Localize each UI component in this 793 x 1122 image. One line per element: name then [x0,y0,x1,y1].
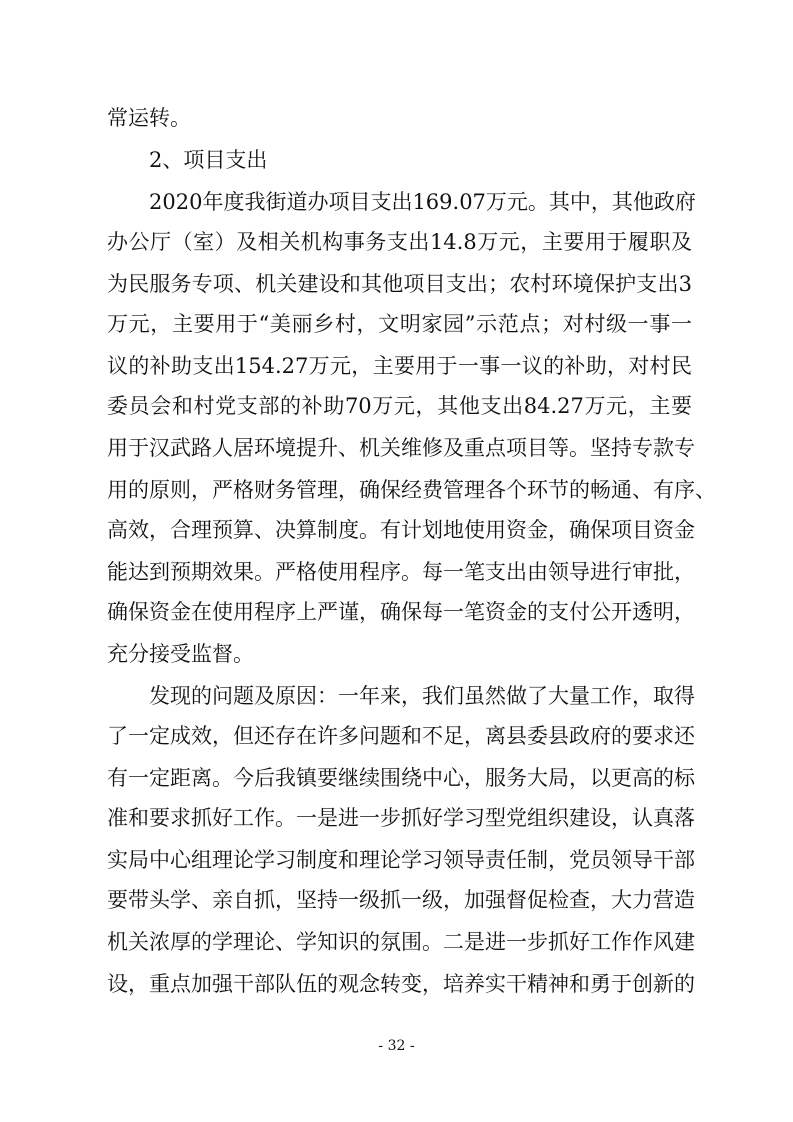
section-heading: 2、项目支出 [149,148,268,172]
text-line: 确保资金在使用程序上严谨，确保每一笔资金的支付公开透明， [107,600,695,624]
text-line: 能达到预期效果。严格使用程序。每一笔支出由领导进行审批， [107,560,695,584]
text-line: 有一定距离。今后我镇要继续围绕中心，服务大局，以更高的标 [107,766,695,790]
text-line: 机关浓厚的学理论、学知识的氛围。二是进一步抓好工作作风建 [107,930,695,954]
text-line: 为民服务专项、机关建设和其他项目支出；农村环境保护支出3 [107,272,692,296]
text-line: 常运转。 [107,106,191,130]
text-line: 2020年度我街道办项目支出169.07万元。其中，其他政府 [149,190,696,214]
text-line: 发现的问题及原因：一年来，我们虽然做了大量工作，取得 [149,684,695,708]
text-line: 准和要求抓好工作。一是进一步抓好学习型党组织建设，认真落 [107,806,695,830]
text-line: 高效，合理预算、决算制度。有计划地使用资金，确保项目资金 [107,518,695,542]
text-line: 要带头学、亲自抓，坚持一级抓一级，加强督促检查，大力营造 [107,888,695,912]
text-line: 了一定成效，但还存在许多问题和不足，离县委县政府的要求还 [107,724,695,748]
text-line: 实局中心组理论学习制度和理论学习领导责任制，党员领导干部 [107,848,695,872]
text-line: 用的原则，严格财务管理，确保经费管理各个环节的畅通、有序、 [107,478,716,502]
text-line: 议的补助支出154.27万元，主要用于一事一议的补助，对村民 [107,354,692,378]
text-line: 设，重点加强干部队伍的观念转变，培养实干精神和勇于创新的 [107,972,695,996]
page-number: - 32 - [378,1038,415,1054]
text-line: 委员会和村党支部的补助70万元，其他支出84.27万元，主要 [107,394,692,418]
text-line: 充分接受监督。 [107,642,254,666]
text-line: 用于汉武路人居环境提升、机关维修及重点项目等。坚持专款专 [107,436,695,460]
text-line: 万元，主要用于“美丽乡村，文明家园”示范点；对村级一事一 [107,312,692,336]
text-line: 办公厅（室）及相关机构事务支出14.8万元，主要用于履职及 [107,230,692,254]
